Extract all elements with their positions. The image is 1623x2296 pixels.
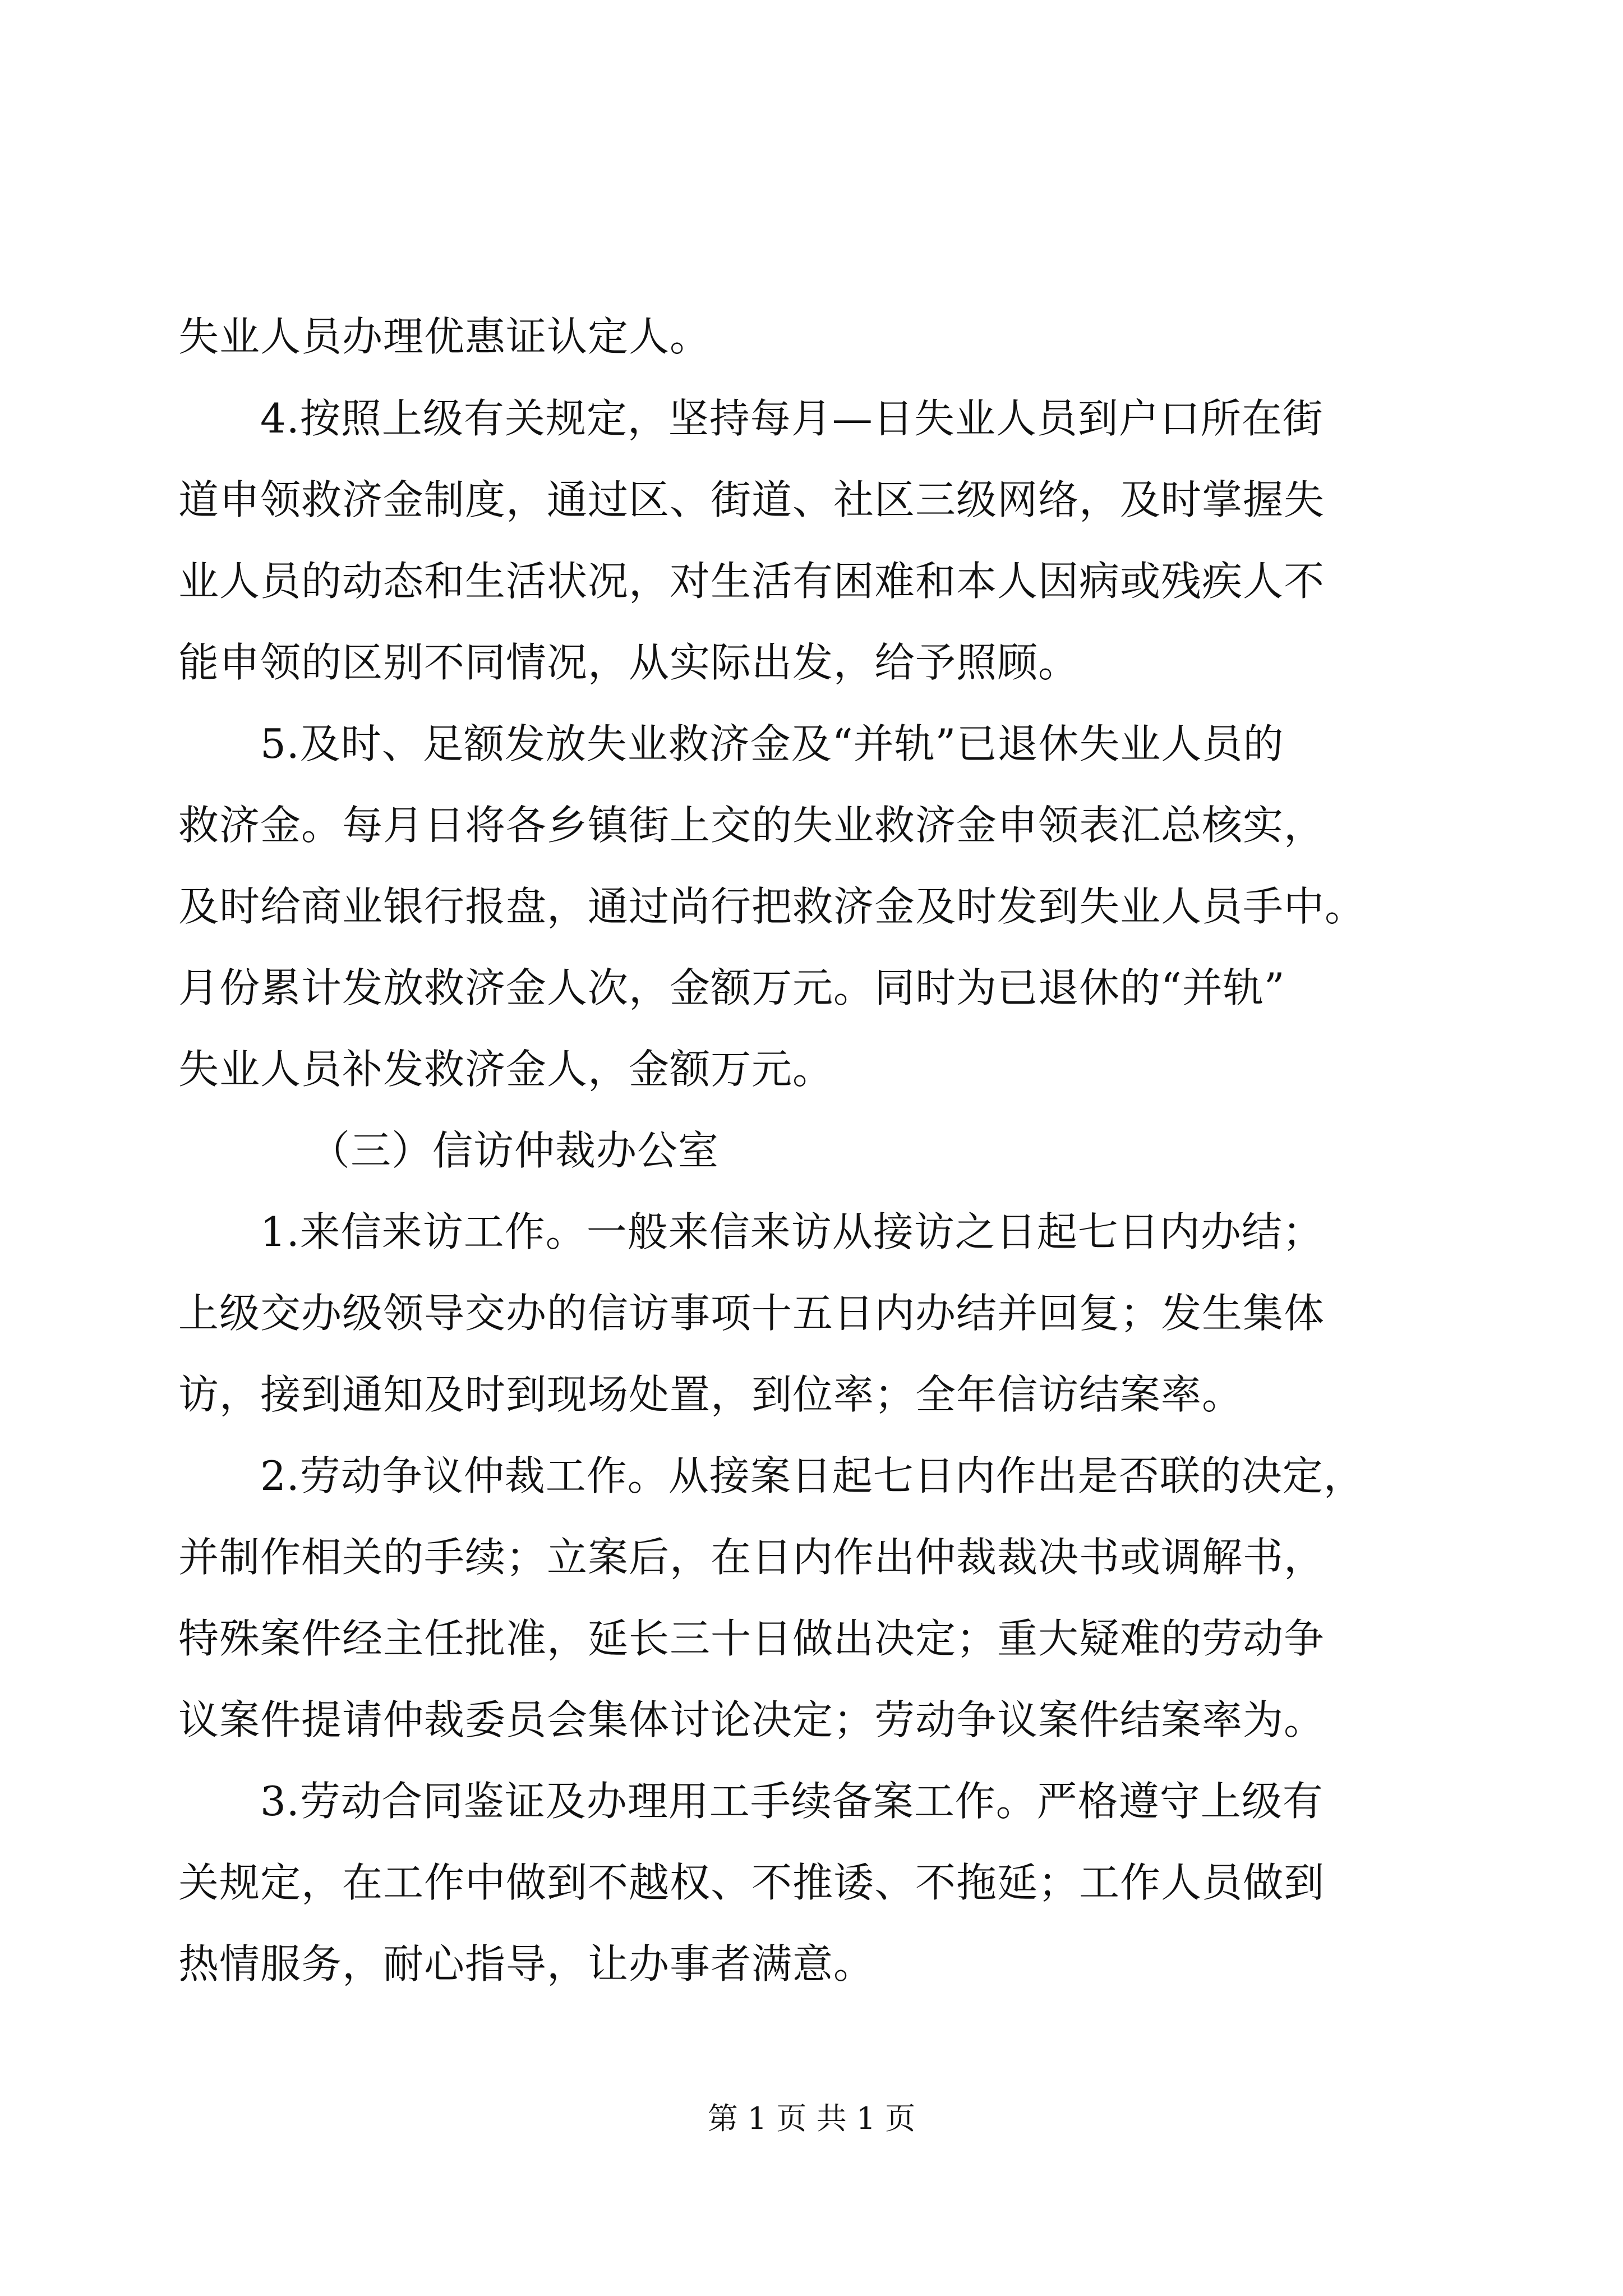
text-line: 特殊案件经主任批准，延长三十日做出决定；重大疑难的劳动争 [178,1615,1325,1662]
text-line: 失业人员补发救济金人，金额万元。 [178,1046,834,1093]
text-line: 5.及时、足额发放失业救济金及“并轨”已退休失业人员的 [178,720,1284,767]
text-line: 3.劳动合同鉴证及办理用工手续备案工作。严格遵守上级有 [178,1778,1324,1825]
text-line: 并制作相关的手续；立案后，在日内作出仲裁裁决书或调解书， [178,1534,1325,1581]
text-line: 上级交办级领导交办的信访事项十五日内办结并回复；发生集体 [178,1290,1325,1337]
section-heading: （三）信访仲裁办公室 [310,1127,720,1174]
text-line: 2.劳动争议仲裁工作。从接案日起七日内作出是否联的决定， [178,1452,1364,1499]
text-line: 议案件提请仲裁委员会集体讨论决定；劳动争议案件结案率为。 [178,1696,1325,1743]
text-line: 4.按照上级有关规定，坚持每月—日失业人员到户口所在街 [178,395,1324,442]
text-line: 道申领救济金制度，通过区、街道、社区三级网络，及时掌握失 [178,476,1325,523]
text-line: 业人员的动态和生活状况，对生活有困难和本人因病或残疾人不 [178,558,1325,605]
page-footer: 第 1 页 共 1 页 [707,2101,916,2136]
text-line: 访，接到通知及时到现场处置，到位率；全年信访结案率。 [178,1371,1243,1418]
text-line: 能申领的区别不同情况，从实际出发，给予照顾。 [178,639,1080,686]
text-line: 热情服务，耐心指导，让办事者满意。 [178,1940,875,1987]
text-line: 1.来信来访工作。一般来信来访从接访之日起七日内办结； [178,1208,1324,1255]
text-line: 关规定，在工作中做到不越权、不推诿、不拖延；工作人员做到 [178,1859,1325,1906]
text-line: 救济金。每月日将各乡镇街上交的失业救济金申领表汇总核实， [178,802,1325,849]
text-line: 失业人员办理优惠证认定人。 [178,313,711,360]
text-line: 月份累计发放救济金人次，金额万元。同时为已退休的“并轨” [178,964,1285,1011]
text-line: 及时给商业银行报盘，通过尚行把救济金及时发到失业人员手中。 [178,883,1366,930]
